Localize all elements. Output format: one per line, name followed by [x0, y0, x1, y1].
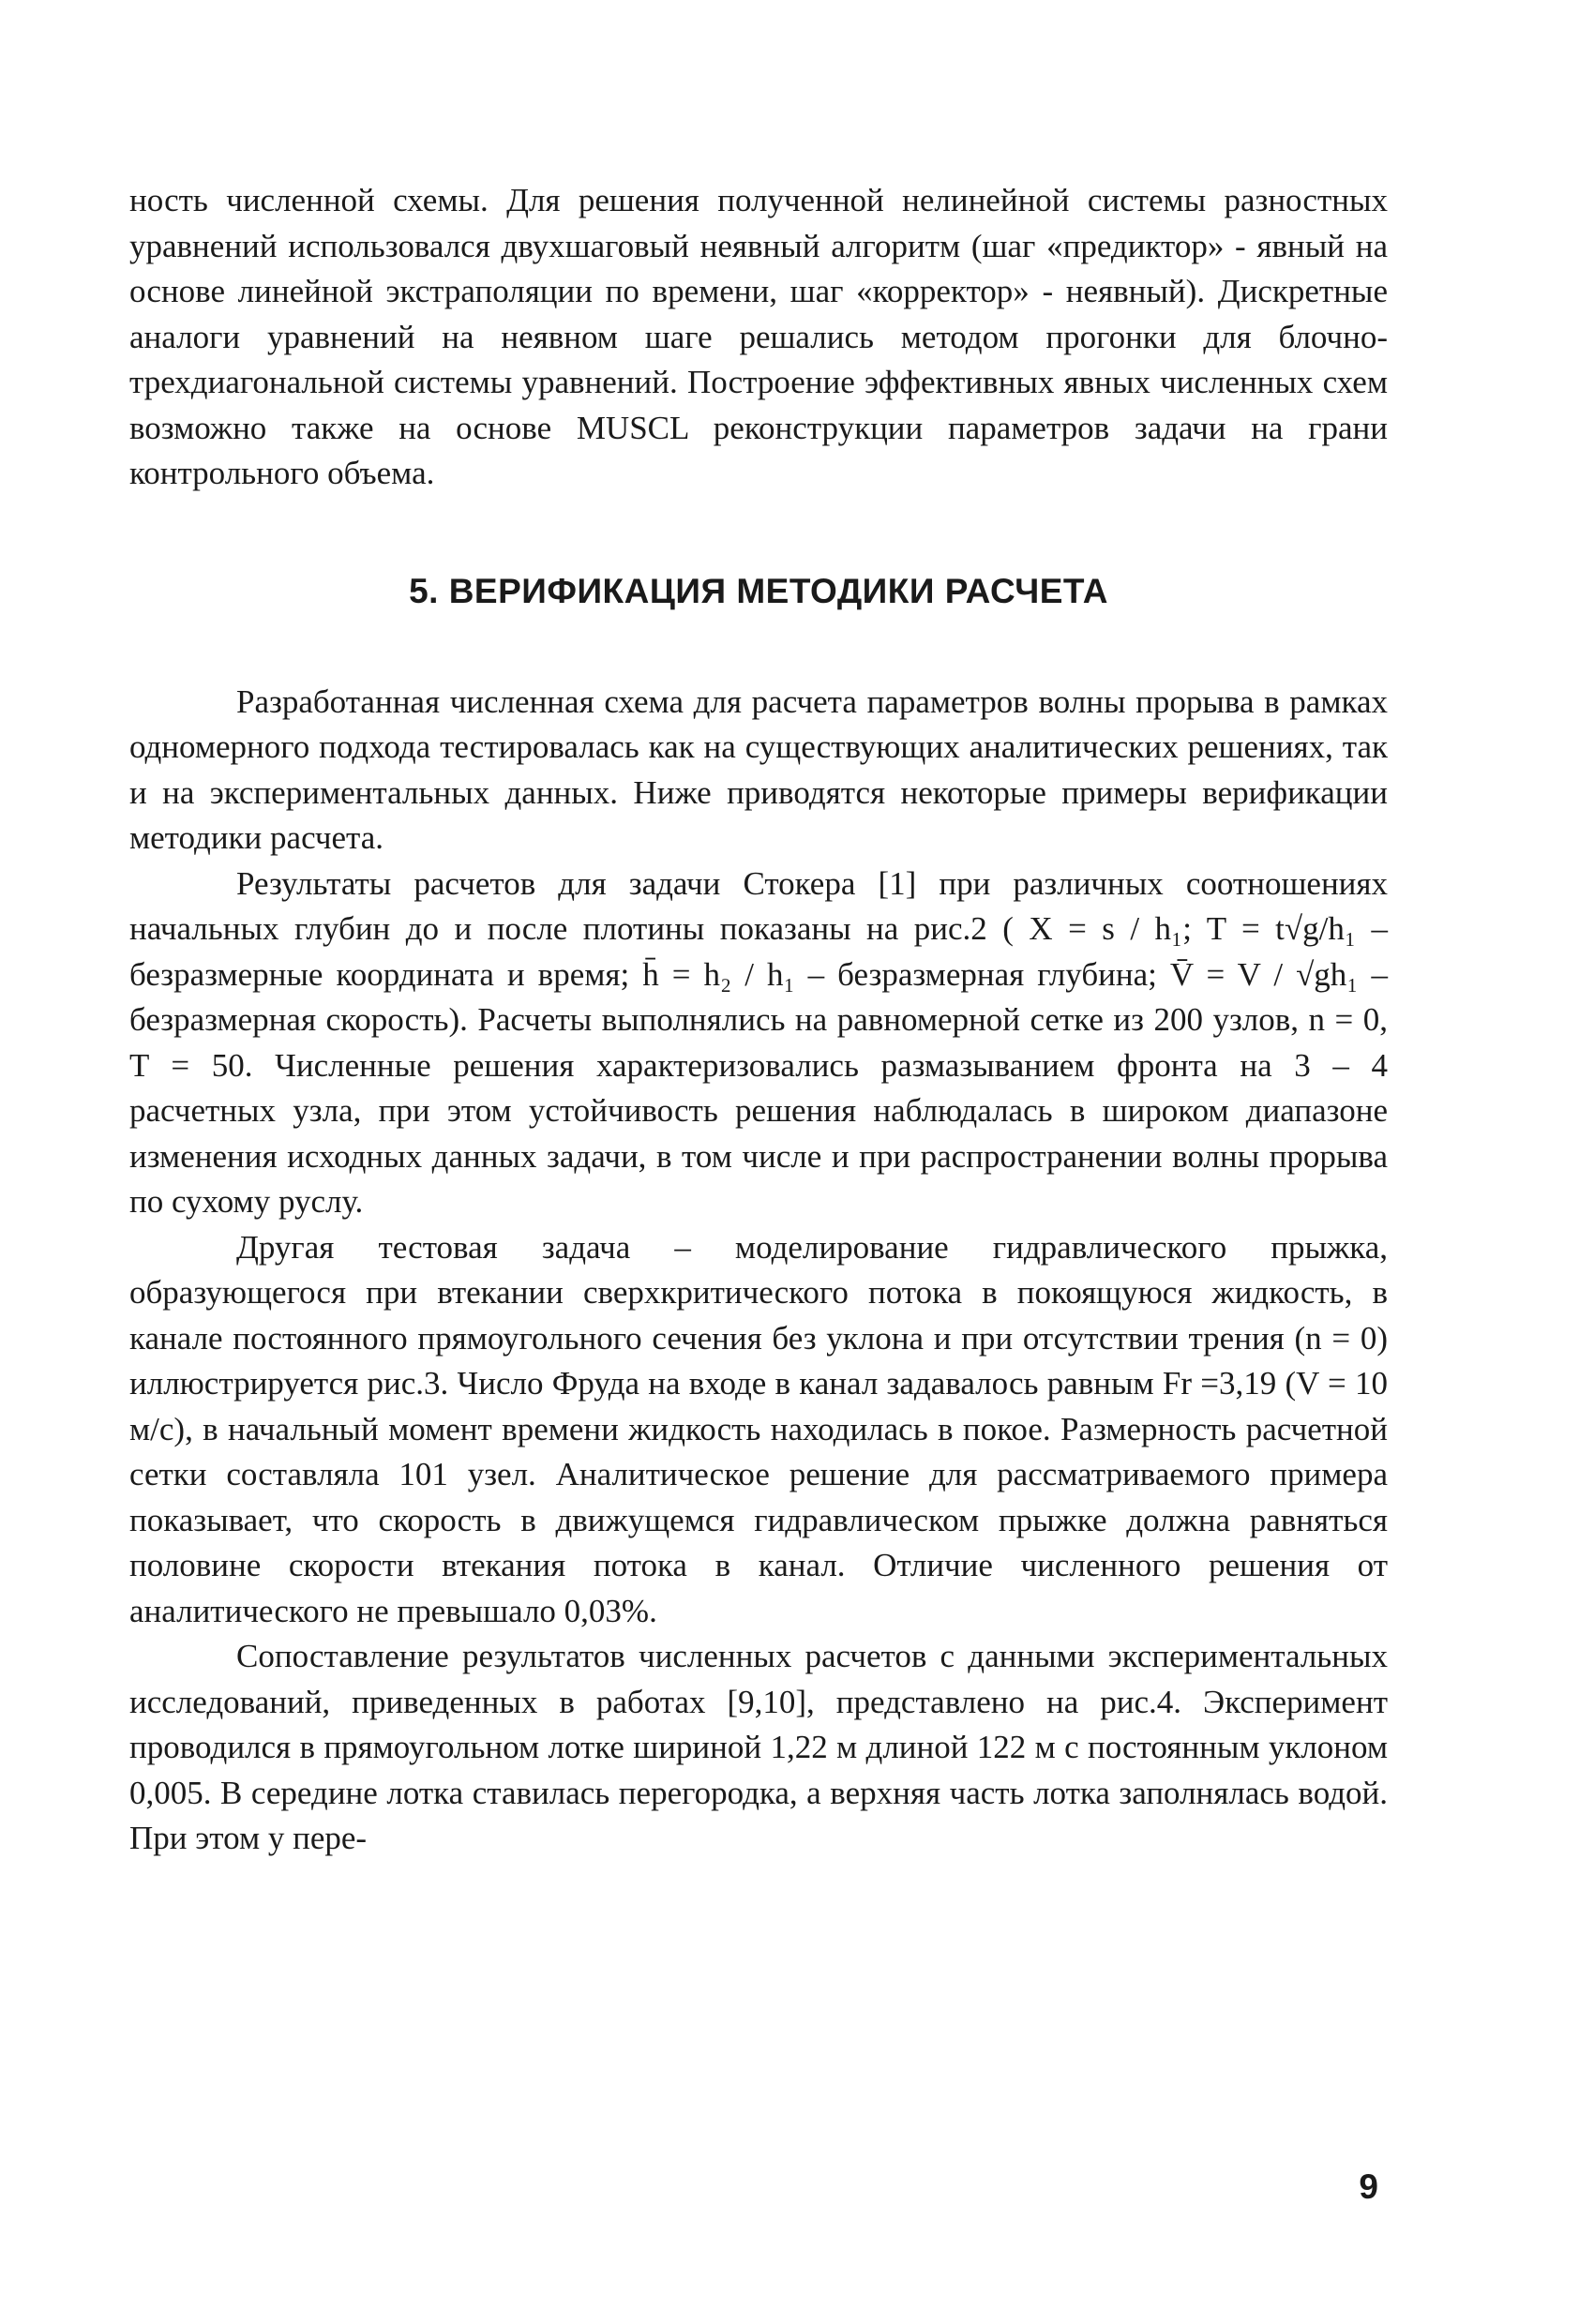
- page-number: 9: [1359, 2167, 1378, 2206]
- paragraph-experiment-comparison: Сопоставление результатов численных расчетов с данными экспериментальных исследований, приведенных в работах [9,10], представлено на рис.4. Эксперимент проводился в прямоугольном лотке шириной 1,22 м длиной 122 м с постоянным уклоном 0,005. В середине лотка ставилась перегородка, а верхняя часть лотка заполнялась водой. При этом у пере-: [129, 1638, 1388, 1856]
- section-heading: 5. ВЕРИФИКАЦИЯ МЕТОДИКИ РАСЧЕТА: [409, 571, 1108, 610]
- paragraph-stoker-results: Результаты расчетов для задачи Стокера [1] при различных соотношениях начальных глубин до и после плотины показаны на рис.2 ( X = s / h₁; T = t√g/h₁ – безразмерные координата и время; h̄ = h₂ / h₁ – безразмерная глубина; V̄ = V / √gh₁ – безразмерная скорость). Расчеты выполнялись на равномерной сетке из 200 узлов, n = 0, T = 50. Численные решения характеризовались размазыванием фронта на 3 – 4 расчетных узла, при этом устойчивость решения наблюдалась в широком диапазоне изменения исходных данных задачи, в том числе и при распространении волны прорыва по сухому руслу.: [129, 864, 1388, 1220]
- paragraph-continuation: ность численной схемы. Для решения полученной нелинейной системы разностных уравнений использовался двухшаговый неявный алгоритм (шаг «предиктор» - явный на основе линейной экстраполяции по времени, шаг «корректор» - неявный). Дискретные аналоги уравнений на неявном шаге решались методом прогонки для блочно-трехдиагональной системы уравнений. Построение эффективных явных численных схем возможно также на основе MUSCL реконструкции параметров задачи на грани контрольного объема.: [129, 182, 1388, 491]
- paragraph-hydraulic-jump: Другая тестовая задача – моделирование гидравлического прыжка, образующегося при втекании сверхкритического потока в покоящуюся жидкость, в канале постоянного прямоугольного сечения без уклона и при отсутствии трения (n = 0) иллюстрируется рис.3. Число Фруда на входе в канал задавалось равным Fr =3,19 (V = 10 м/с), в начальный момент времени жидкость находилась в покое. Размерность расчетной сетки составляла 101 узел. Аналитическое решение для рассматриваемого примера показывает, что скорость в движущемся гидравлическом прыжке должна равняться половине скорости втекания потока в канал. Отличие численного решения от аналитического не превышало 0,03%.: [129, 1228, 1388, 1629]
- paragraph-intro: Разработанная численная схема для расчета параметров волны прорыва в рамках одномерного подхода тестировалась как на существующих аналитических решениях, так и на экспериментальных данных. Ниже приводятся некоторые примеры верификации методики расчета.: [129, 682, 1388, 856]
- page-content: [129, 178, 1388, 1862]
